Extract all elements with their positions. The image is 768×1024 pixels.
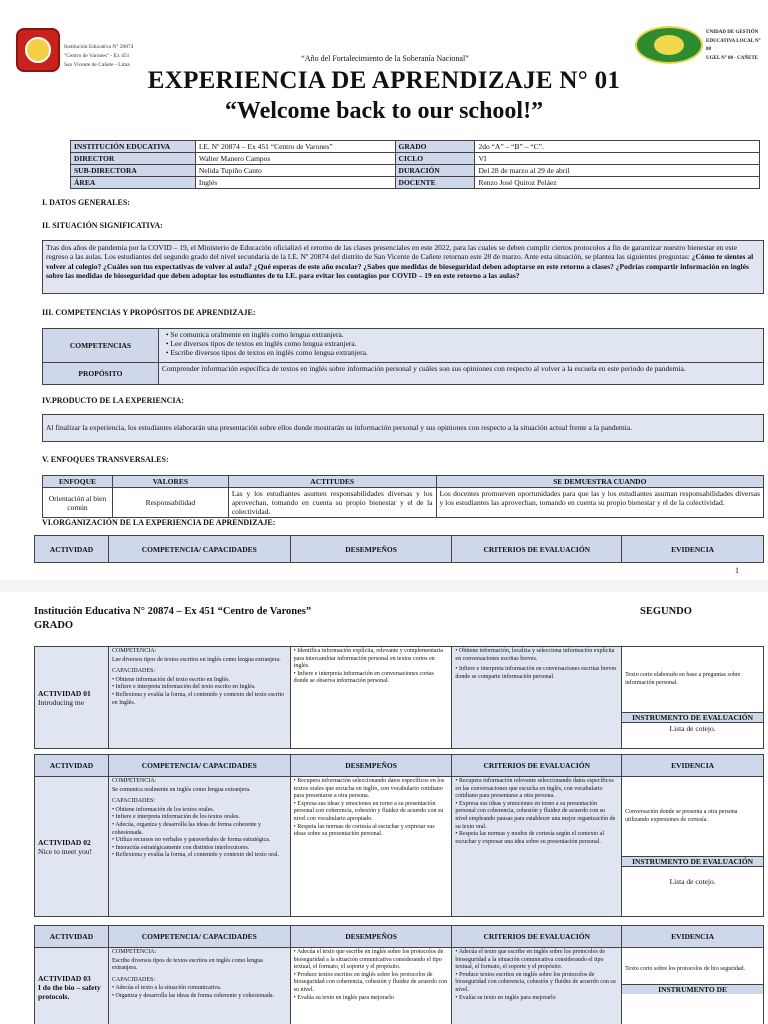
info-label: INSTITUCIÓN EDUCATIVA xyxy=(71,141,196,153)
org-header: CRITERIOS DE EVALUACIÓN xyxy=(452,536,622,563)
activity-03-evidencia-cell xyxy=(622,948,764,1024)
activity-03-table xyxy=(34,925,764,1024)
section-heading: V. ENFOQUES TRANSVERSALES: xyxy=(42,455,169,464)
org-header: ACTIVIDAD xyxy=(35,536,109,563)
info-label: ÁREA xyxy=(71,177,196,189)
competencias-table xyxy=(42,328,764,385)
demuestra-cell: Los docentes promueven oportunidades para que las y los estudiantes asuman responsabilidades diversas y los estudiantes las aprovechan, tomando en cuenta su propio bienestar y el de la colectividad. xyxy=(436,488,763,518)
info-label: DIRECTOR xyxy=(71,153,196,165)
section-heading: VI.ORGANIZACIÓN DE LA EXPERIENCIA DE APRENDIZAJE: xyxy=(42,518,276,527)
activity-01-desempenos: • Identifica información explícita, relevante y complementaria para intercambiar información personal en textos cortos en inglés. • Infiere e interpreta información en conversaciones cortas donde se observa información personal. xyxy=(290,647,452,749)
document-title: EXPERIENCIA DE APRENDIZAJE N° 01 xyxy=(147,67,621,94)
ugel-header-text: UNIDAD DE GESTIÓN EDUCATIVA LOCAL N° 08 UGEL N° 08 - CAÑETE xyxy=(706,30,761,61)
info-value: Del 28 de marzo al 29 de abril xyxy=(475,165,760,177)
info-value: Renzo José Quiroz Peláez xyxy=(475,177,760,189)
activity-02-criterios: • Recupera información relevante seleccionando datos específicos en las conversaciones que escucha en inglés, con vocabulario cotidiano para presentarse a otra persona. • Expresa sus ideas y emociones en torno a su presentación personal con coherencia, cohesión y fluidez de acuerdo con su nivel empleando pausas para establecer una mejor organización de su texto oral. • Respeta las normas y modos de cortesía según el contexto al escuchar y expresar una idea sobre su presentación personal. xyxy=(452,777,622,917)
activity-03-cell: ACTIVIDAD 03 I do the bio – safety protocols. xyxy=(35,948,109,1024)
enfoques-header: SE DEMUESTRA CUANDO xyxy=(436,476,763,488)
activity-03-competencia: COMPETENCIA: Escribe diversos tipos de textos escritos en inglés como lengua extranjera. CAPACIDADES: • Adecúa el texto a la situación comunicativa. • Organiza y desarrolla las ideas de forma coherente y cohesionada. xyxy=(108,948,290,1024)
activity-02-table xyxy=(34,754,764,917)
school-seal-logo xyxy=(16,28,60,72)
activity-01-instrumento: INSTRUMENTO DE EVALUACIÓN Lista de cotejo. xyxy=(622,713,764,749)
org-header: DESEMPEÑOS xyxy=(290,926,452,948)
org-header: ACTIVIDAD xyxy=(35,926,109,948)
activity-01-competencia: COMPETENCIA: Lee diversos tipos de textos escritos en inglés como lengua extranjera. CAPACIDADES: • Obtiene información del texto escrito en Inglés. • Infiere e interpreta información del texto escrito en Inglés. • Reflexiona y evalúa la forma, el contenido y contexto del texto escrito en Inglés. xyxy=(108,647,290,749)
proposito-text: Comprender información específica de textos en inglés sobre información personal y cuáles son sus opiniones con respecto al volver a la escuela en este periodo de pandemia. xyxy=(158,363,763,385)
ugel-logo xyxy=(635,26,703,64)
activity-01-cell: ACTIVIDAD 01 Introducing me xyxy=(35,647,109,749)
enfoques-header: VALORES xyxy=(112,476,228,488)
organizacion-header-table xyxy=(34,535,764,563)
info-value: Inglés xyxy=(195,177,395,189)
activity-03-desempenos: • Adecúa el texto que escribe en inglés sobre los protocolos de bioseguridad a la situación comunicativa considerando el tipo textual, el formato, el soporte y el propósito. • Produce textos escritos en inglés sobre los protocolos de bioseguridad con coherencia, cohesión y fluidez de acuerdo con su nivel. • Evalúa su texto en inglés para mejorarlo xyxy=(290,948,452,1024)
page2-grade: SEGUNDO xyxy=(640,606,692,617)
general-info-table xyxy=(70,140,760,189)
competencias-list: • Se comunica oralmente en inglés como lengua extranjera. • Lee diversos tipos de textos en inglés como lengua extranjera. • Escribe diversos tipos de textos en inglés como lengua extranjera. xyxy=(158,329,763,363)
proposito-label: PROPÓSITO xyxy=(43,363,159,385)
info-label: DURACIÓN xyxy=(395,165,475,177)
info-value: 2do “A” – “B” – “C”. xyxy=(475,141,760,153)
info-label: SUB-DIRECTORA xyxy=(71,165,196,177)
section-heading: I. DATOS GENERALES: xyxy=(42,198,130,207)
org-header: CRITERIOS DE EVALUACIÓN xyxy=(452,926,622,948)
section-heading: III. COMPETENCIAS Y PROPÓSITOS DE APRENDIZAJE: xyxy=(42,308,256,317)
activity-01-table xyxy=(34,646,764,749)
info-label: DOCENTE xyxy=(395,177,475,189)
info-label: GRADO xyxy=(395,141,475,153)
page-number: 1 xyxy=(735,566,739,575)
activity-02-instrumento: INSTRUMENTO DE EVALUACIÓN Lista de cotejo. xyxy=(622,857,764,917)
school-header-text: Institución Educativa N° 20874 "Centro de Varones" - Ex 451 San Vicente de Cañete - Lima xyxy=(64,44,134,68)
activity-02-cell: ACTIVIDAD 02 Nice to meet you! xyxy=(35,777,109,917)
page2-institution: Institución Educativa N° 20874 – Ex 451 “Centro de Varones” xyxy=(34,606,312,617)
enfoques-table xyxy=(42,475,764,518)
section-heading: IV.PRODUCTO DE LA EXPERIENCIA: xyxy=(42,396,184,405)
org-header: COMPETENCIA/ CAPACIDADES xyxy=(108,755,290,777)
org-header: EVIDENCIA xyxy=(622,926,764,948)
actitudes-cell: Las y los estudiantes asumen responsabilidades diversas y los aprovechan, tomando en cuenta su propio bienestar y el de la colectividad. xyxy=(228,488,436,518)
info-label: CICLO xyxy=(395,153,475,165)
producto-experiencia: Al finalizar la experiencia, los estudiantes elaborarán una presentación sobre ellos donde mostrarán su información personal y sus opiniones con respecto a la situación actual frente a la pandemia. xyxy=(42,414,764,442)
org-header: DESEMPEÑOS xyxy=(290,536,452,563)
valor-cell: Responsabilidad xyxy=(112,488,228,518)
org-header: COMPETENCIA/ CAPACIDADES xyxy=(108,926,290,948)
page2-grado: GRADO xyxy=(34,620,74,631)
activity-01-criterios: • Obtiene información, localiza y selecciona información explícita en conversaciones escritas breves. • Infiere e interpreta información en conversaciones escritas breves donde se comparte información personal. xyxy=(452,647,622,749)
info-value: Walter Manero Campos xyxy=(195,153,395,165)
situacion-significativa: Tras dos años de pandemia por la COVID – 19, el Ministerio de Educación oficializó el retorno de las clases presenciales en este 2022, para las cuales se deben cumplir ciertos protocolos a fin de garantizar nuestro bienestar en este regreso a las aulas. Los estudiantes del segundo grado del nivel secundaria de la I.E. Nº 20874 del distrito de San Vicente de Cañete retornan este 28 de marzo. Ante esta situación, se plantea las siguientes preguntas: ¿Cómo te sientes al volver al colegio? ¿Cuáles son tus expectativas de volver al aula? ¿Qué esperas de este año escolar? ¿Sabes que medidas de bioseguridad deben adoptarse en este retorno a clases? ¿Podrías compartir información en inglés sobre las medidas de bioseguridad que deben adoptar los estudiantes de tu I.E. para evitar los contagios por COVID – 19 en este retorno a las aulas? xyxy=(42,240,764,294)
info-value: VI xyxy=(475,153,760,165)
org-header: COMPETENCIA/ CAPACIDADES xyxy=(108,536,290,563)
activity-02-evidencia: Conversación donde se presenta a otra persona utilizando expresiones de cortesía. xyxy=(622,777,764,857)
enfoques-header: ENFOQUE xyxy=(43,476,113,488)
section-heading: II. SITUACIÓN SIGNIFICATIVA: xyxy=(42,221,163,230)
org-header: DESEMPEÑOS xyxy=(290,755,452,777)
org-header: ACTIVIDAD xyxy=(35,755,109,777)
info-value: I.E. Nº 20874 – Ex 451 “Centro de Varones” xyxy=(195,141,395,153)
activity-02-desempenos: • Recupera información seleccionando datos específicos en los textos orales que escucha en inglés, con vocabulario cotidiano para presentarse a otra persona. • Expresa sus ideas y emociones en torno a su presentación personal con coherencia, cohesión y fluidez de acuerdo con su nivel con vocabulario apropiado. • Respeta las normas de cortesía al escuchar y expresar sus ideas sobre su presentación personal. xyxy=(290,777,452,917)
enfoque-cell: Orientación al bien común xyxy=(43,488,113,518)
enfoques-header: ACTITUDES xyxy=(228,476,436,488)
competencias-label: COMPETENCIAS xyxy=(43,329,159,363)
activity-03-criterios: • Adecúa el texto que escribe en inglés sobre los protocolos de bioseguridad a la situación comunicativa considerando el tipo textual, el formato, el soporte y el propósito. • Produce textos escritos en inglés sobre los protocolos de bioseguridad con coherencia, cohesión y fluidez de acuerdo con su nivel. • Evalúa su texto en inglés para mejorarlo xyxy=(452,948,622,1024)
year-motto: “Año del Fortalecimiento de la Soberanía Nacional” xyxy=(301,54,469,63)
activity-03-evidencia: Texto corto sobre los protocolos de bio seguridad. xyxy=(625,966,746,972)
org-header: CRITERIOS DE EVALUACIÓN xyxy=(452,755,622,777)
page-divider xyxy=(0,580,768,592)
org-header: EVIDENCIA xyxy=(622,536,764,563)
document-subtitle: “Welcome back to our school!” xyxy=(224,98,544,124)
activity-02-competencia: COMPETENCIA: Se comunica oralmente en inglés como lengua extranjera. CAPACIDADES: • Obtiene información de los textos orales. • Infiere e interpreta información de los textos orales. • Adecúa, organiza y desarrolla las ideas de forma coherente y cohesionada. • Utiliza recursos no verbales y paraverbales de forma estratégica. • Interactúa estratégicamente con distintos interlocutores. • Reflexiona y evalúa la forma, el contenido y contexto del texto oral. xyxy=(108,777,290,917)
activity-01-evidencia: Texto corto elaborado en base a preguntas sobre información personal. xyxy=(622,647,764,713)
info-value: Nelida Tupiño Canto xyxy=(195,165,395,177)
activity-03-instrumento: INSTRUMENTO DE xyxy=(622,984,763,994)
org-header: EVIDENCIA xyxy=(622,755,764,777)
